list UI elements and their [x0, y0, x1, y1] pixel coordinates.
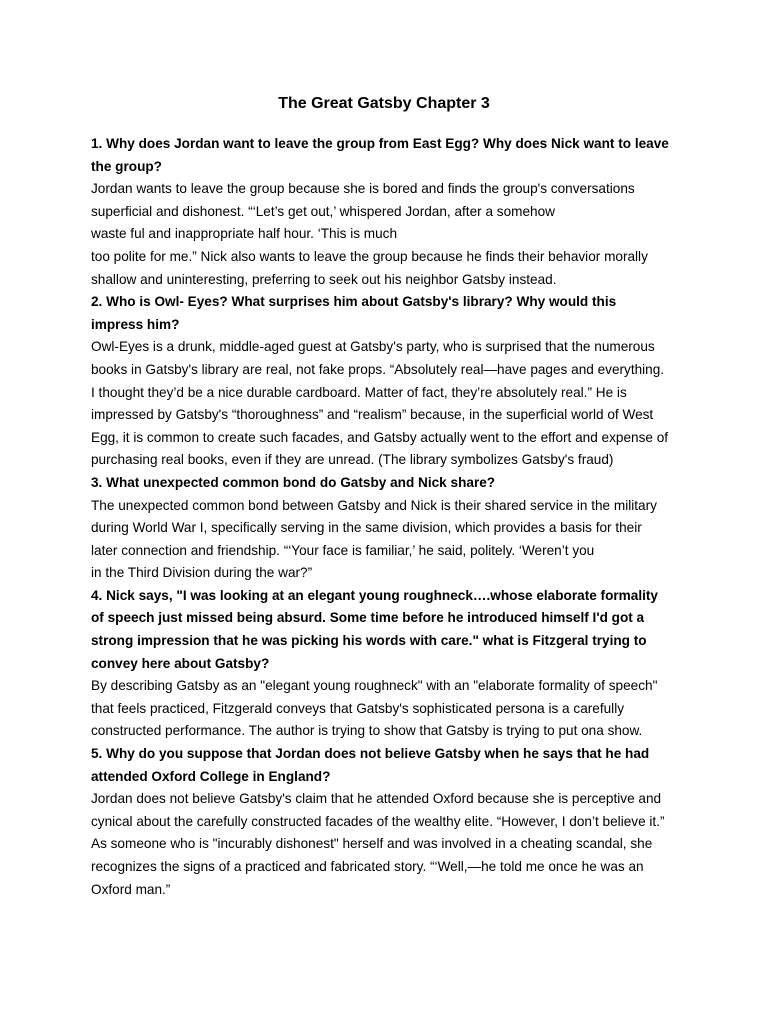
question-line: attended Oxford College in England?: [91, 768, 331, 784]
answer-line: I thought they’d be a nice durable cardboard. Matter of fact, they’re absolutely real.” He is: [91, 384, 627, 400]
question-line: impress him?: [91, 316, 180, 332]
answer-line: Owl-Eyes is a drunk, middle-aged guest at Gatsby's party, who is surprised that the numerous: [91, 339, 655, 355]
answer-line: purchasing real books, even if they are unread. (The library symbolizes Gatsby's fraud): [91, 452, 614, 468]
answer-line: too polite for me.” Nick also wants to leave the group because he finds their behavior morally: [91, 248, 648, 264]
question-line: 4. Nick says, "I was looking at an elegant young roughneck….whose elaborate formality: [91, 587, 658, 603]
answer-line: As someone who is "incurably dishonest" herself and was involved in a cheating scandal, she: [91, 836, 653, 852]
answer-line: recognizes the signs of a practiced and fabricated story. “‘Well,—he told me once he was an: [91, 859, 644, 874]
question-line: strong impression that he was picking his words with care." what is Fitzgeral trying to: [91, 633, 647, 649]
answer-line: cynical about the carefully constructed facades of the wealthy elite. “However, I don’t believe it.”: [91, 813, 665, 829]
question-line: 3. What unexpected common bond do Gatsby and Nick share?: [91, 474, 496, 490]
answer-line: impressed by Gatsby's “thoroughness” and “realism” because, in the superficial world of West: [91, 407, 654, 423]
document-title: The Great Gatsby Chapter 3: [278, 95, 490, 112]
answer-line: Jordan wants to leave the group because she is bored and finds the group's conversations: [91, 181, 635, 197]
answer-line: The unexpected common bond between Gatsby and Nick is their shared service in the military: [91, 497, 657, 513]
answer-line: books in Gatsby's library are real, not fake props. “Absolutely real—have pages and everything.: [91, 361, 665, 377]
document-body: [91, 133, 691, 901]
answer-line: that feels practiced, Fitzgerald conveys that Gatsby's sophisticated persona is a carefully: [91, 700, 625, 716]
answer-line: superficial and dishonest. “‘Let’s get out,’ whispered Jordan, after a somehow: [91, 203, 555, 219]
question-line: 1. Why does Jordan want to leave the group from East Egg? Why does Nick want to leave: [91, 136, 669, 151]
answer-line: during World War I, specifically serving in the same division, which provides a basis for their: [91, 520, 642, 536]
answer-line: Egg, it is common to create such facades, and Gatsby actually went to the effort and expense of: [91, 429, 669, 445]
question-line: the group?: [91, 158, 162, 174]
answer-line: constructed performance. The author is trying to show that Gatsby is trying to put ona show.: [91, 723, 643, 739]
answer-line: By describing Gatsby as an "elegant young roughneck" with an "elaborate formality of speech": [91, 678, 658, 694]
answer-line: Oxford man.”: [91, 881, 171, 897]
question-line: of speech just missed being absurd. Some time before he introduced himself I'd got a: [91, 610, 645, 626]
answer-line: waste ful and inappropriate half hour. ‘This is much: [91, 226, 398, 242]
answer-line: later connection and friendship. “‘Your face is familiar,’ he said, politely. ‘Weren’t you: [91, 542, 595, 558]
answer-line: in the Third Division during the war?”: [91, 565, 313, 581]
question-line: 5. Why do you suppose that Jordan does not believe Gatsby when he says that he had: [91, 746, 650, 762]
question-line: 2. Who is Owl- Eyes? What surprises him about Gatsby's library? Why would this: [91, 294, 617, 310]
question-line: convey here about Gatsby?: [91, 655, 270, 671]
answer-line: shallow and uninteresting, preferring to seek out his neighbor Gatsby instead.: [91, 271, 557, 287]
answer-line: Jordan does not believe Gatsby's claim that he attended Oxford because she is perceptive and: [91, 791, 662, 807]
